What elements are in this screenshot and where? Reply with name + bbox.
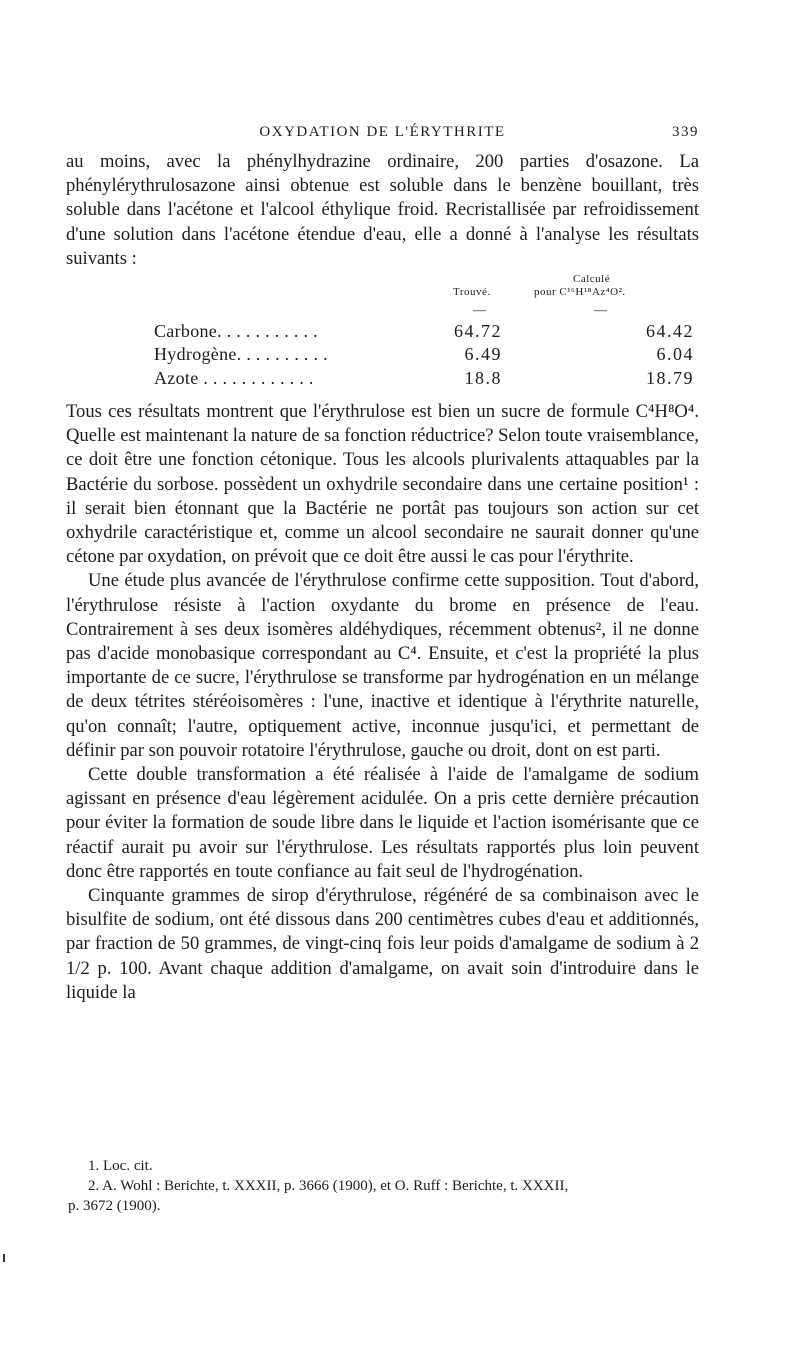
footnotes	[68, 1156, 700, 1216]
col-calc-dash: —	[594, 302, 607, 318]
body-text	[66, 150, 699, 1005]
page-number: 339	[672, 124, 699, 140]
col-found-dash: —	[473, 302, 486, 318]
col-header-calc-line2: pour C¹⁶H¹⁸Az⁴O².	[534, 286, 626, 299]
table-row	[154, 366, 714, 388]
table-row	[154, 342, 714, 364]
value-found: 64.72	[454, 321, 502, 342]
row-label: Azote . . . . . . . . . . . .	[154, 368, 314, 389]
value-calc: 64.42	[646, 321, 694, 342]
col-header-found: Trouvé.	[453, 286, 491, 299]
col-header-calc-line1: Calculé	[573, 273, 611, 286]
row-label: Hydrogène. . . . . . . . . .	[154, 344, 328, 365]
scan-edge-mark	[3, 1254, 5, 1262]
value-found: 18.8	[464, 368, 502, 389]
value-found: 6.49	[464, 344, 502, 365]
value-calc: 6.04	[656, 344, 694, 365]
running-title: OXYDATION DE L'ÉRYTHRITE	[259, 124, 506, 140]
paragraph-2: Tous ces résultats montrent que l'érythrulose est bien un sucre de formule C⁴H⁸O⁴. Quelle est maintenant la nature de sa fonction réductrice? Selon toute vraisemblance, ce doit être une fonction cétonique. Tous les alcools plurivalents attaquables par la Bactérie du sorbose. possèdent un oxhydrile secondaire dans une certaine position¹ : il serait bien étonnant que la Bactérie ne portât pas toujours son action sur cet oxhydrile caractéristique et, comme un alcool secondaire ne saurait donner qu'une cétone par oxydation, on prévoit que ce doit être aussi le cas pour l'érythrite.	[66, 401, 699, 568]
value-calc: 18.79	[646, 368, 694, 389]
paragraph-3: Une étude plus avancée de l'érythrulose confirme cette supposition. Tout d'abord, l'érythrulose résiste à l'action oxydante du brome en présence de l'eau. Contrairement à ses deux isomères aldéhydiques, récemment obtenus², il ne donne pas d'acide monobasique correspondant au C⁴. Ensuite, et c'est la propriété la plus importante de ce sucre, l'érythrulose se transforme par hydrogénation en un mélange de deux tétrites stéréoisomères : l'une, inactive et identique à l'érythrite naturelle, qu'on connaît; l'autre, optiquement active, inconnue jusqu'ici, et permettant de définir par son pouvoir rotatoire l'érythrulose, gauche ou droit, dont on est parti.	[66, 570, 699, 761]
table-row	[154, 319, 714, 341]
paragraph-4: Cette double transformation a été réalisée à l'aide de l'amalgame de sodium agissant en présence d'eau légèrement acidulée. On a pris cette dernière précaution pour éviter la formation de soude libre dans le liquide et l'action isomérisante que ce réactif aurait pu avoir sur l'érythrulose. Les résultats rapportés plus loin peuvent donc être rapportés en toute confiance au fait seul de l'hydrogénation.	[66, 764, 699, 882]
paragraph-5: Cinquante grammes de sirop d'érythrulose, régénéré de sa combinaison avec le bisulfite de sodium, ont été dissous dans 200 centimètres cubes d'eau et additionnés, par fraction de 50 grammes, de vingt-cinq fois leur poids d'amalgame de sodium à 2 1/2 p. 100. Avant chaque addition d'amalgame, on avait soin d'introduire dans le liquide la	[66, 885, 699, 1003]
row-label: Carbone. . . . . . . . . . .	[154, 321, 318, 342]
paragraph-1: au moins, avec la phénylhydrazine ordinaire, 200 parties d'osazone. La phénylérythrulosazone ainsi obtenue est soluble dans le benzène bouillant, très soluble dans l'acétone et l'alcool éthylique froid. Recristallisée par refroidissement d'une solution dans l'acétone étendue d'eau, elle a donné à l'analyse les résultats suivants :	[66, 151, 699, 269]
footnote-2-continuation: p. 3672 (1900).	[68, 1198, 161, 1214]
analysis-table	[66, 272, 699, 394]
footnote-2: 2. A. Wohl : Berichte, t. XXXII, p. 3666 (1900), et O. Ruff : Berichte, t. XXXII,	[88, 1178, 569, 1194]
running-header	[66, 124, 699, 148]
footnote-1: 1. Loc. cit.	[88, 1158, 153, 1174]
